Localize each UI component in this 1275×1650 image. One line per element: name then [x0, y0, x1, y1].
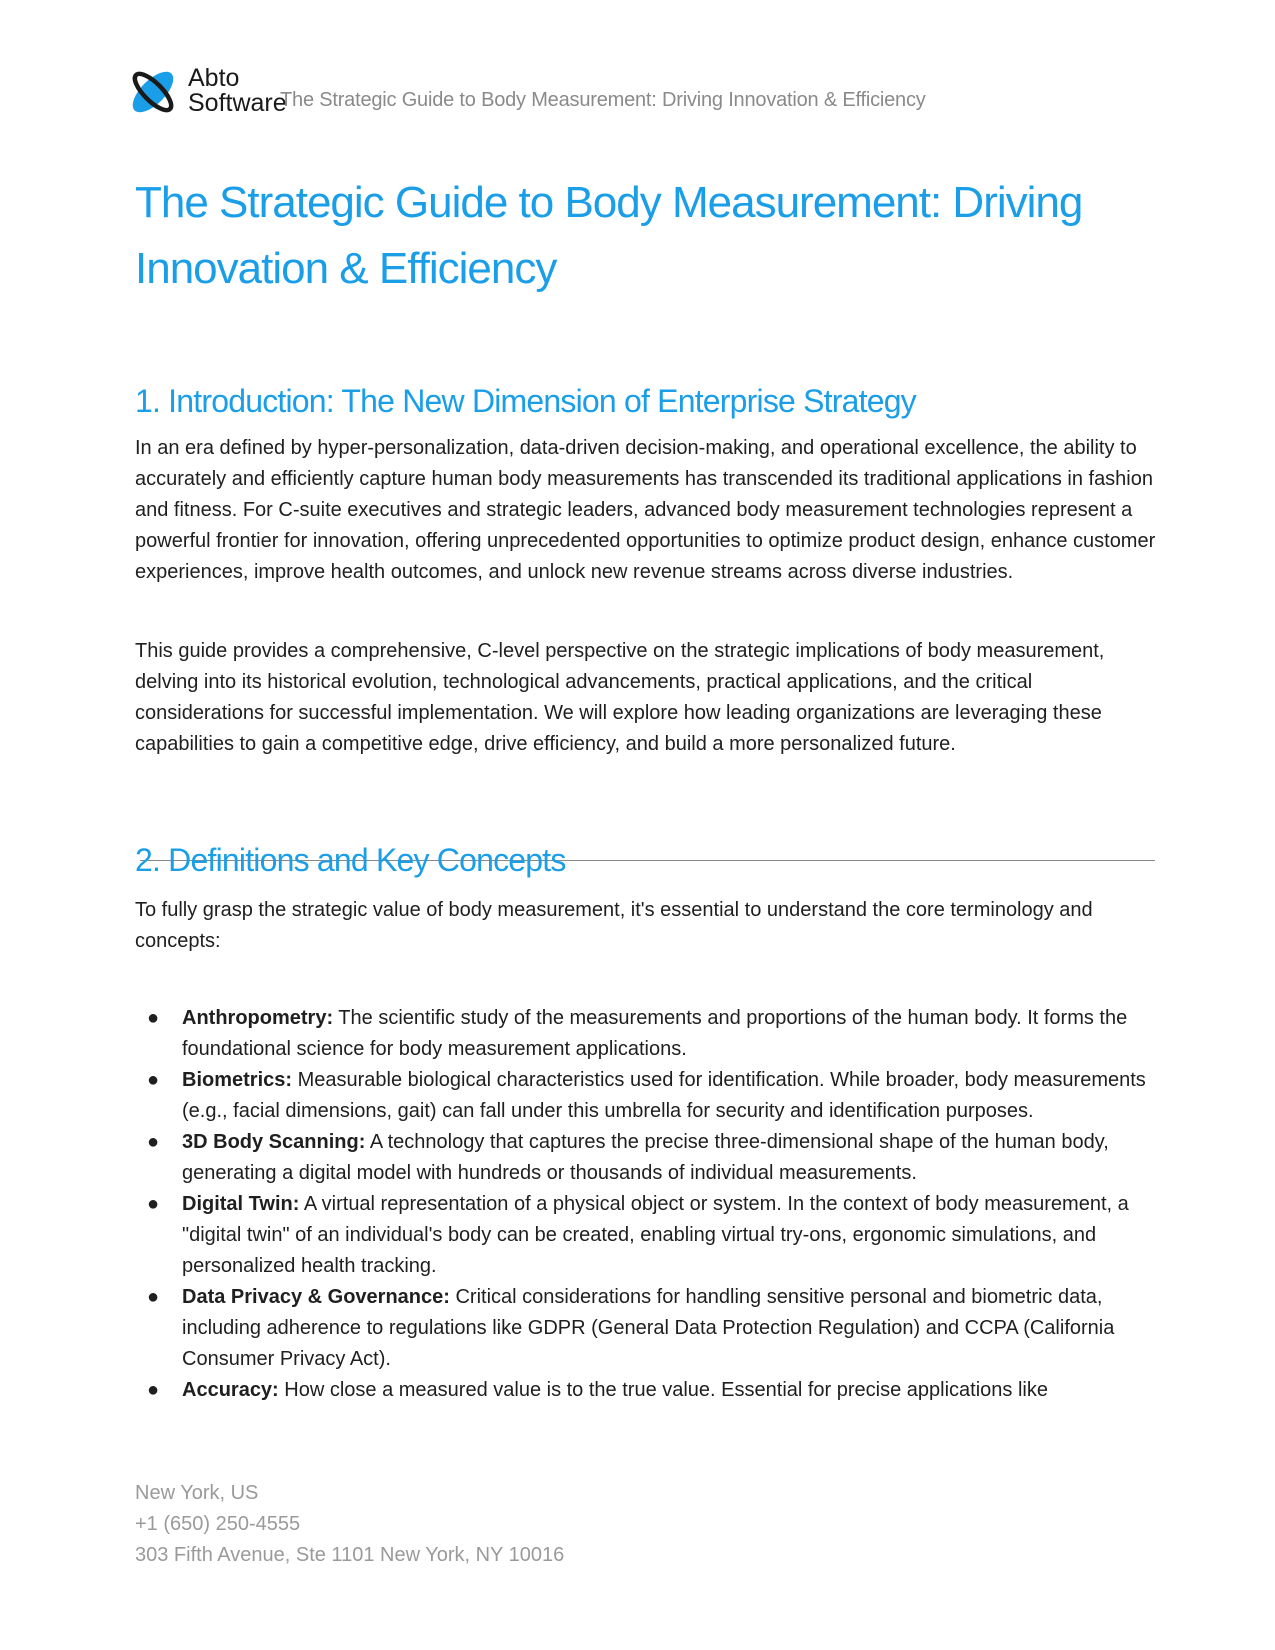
term-label: Data Privacy & Governance: — [182, 1286, 450, 1308]
logo-line-2: Software — [188, 89, 287, 117]
term-label: Digital Twin: — [182, 1193, 300, 1215]
list-item — [135, 1282, 1165, 1375]
term-label: Biometrics: — [182, 1069, 293, 1091]
term-label: Anthropometry: — [182, 1007, 334, 1029]
intro-paragraph-1: In an era defined by hyper-personalization, data-driven decision-making, and operational excellence, the ability to accurately and efficiently capture human body measurements has transcended its traditional applications in fashion and fitness. For C-suite executives and strategic leaders, advanced body measurement technologies represent a powerful frontier for innovation, offering unprecedented opportunities to optimize product design, enhance customer experiences, improve health outcomes, and unlock new revenue streams across diverse industries. — [135, 437, 1156, 583]
logo-line-1: Abto — [188, 64, 240, 92]
section-heading-definitions: 2. Definitions and Key Concepts — [135, 842, 566, 878]
footer-address: 303 Fifth Avenue, Ste 1101 New York, NY 10016 — [135, 1544, 565, 1566]
abto-logo-icon — [125, 64, 181, 120]
term-definition: A technology that captures the precise three-dimensional shape of the human body, generating a digital model with hundreds or thousands of individual measurements. — [182, 1131, 1109, 1184]
list-item — [135, 1375, 1165, 1406]
list-item — [135, 1003, 1165, 1065]
bullet: ● — [147, 1069, 160, 1091]
list-item — [135, 1065, 1165, 1127]
section-heading-introduction: 1. Introduction: The New Dimension of Enterprise Strategy — [135, 383, 916, 419]
company-logo-text — [188, 66, 287, 116]
term-label: Accuracy: — [182, 1379, 279, 1401]
footer-phone: +1 (650) 250-4555 — [135, 1513, 301, 1535]
term-definition: The scientific study of the measurements and proportions of the human body. It forms the foundational science for body measurement applications. — [182, 1007, 1128, 1060]
footer-city: New York, US — [135, 1482, 259, 1504]
term-label: 3D Body Scanning: — [182, 1131, 366, 1153]
bullet: ● — [147, 1007, 160, 1029]
bullet: ● — [147, 1286, 160, 1308]
document-title: The Strategic Guide to Body Measurement: Driving Innovation & Efficiency — [135, 178, 1083, 293]
list-item — [135, 1189, 1165, 1282]
term-definition: A virtual representation of a physical object or system. In the context of body measurement, a "digital twin" of an individual's body can be created, enabling virtual try-ons, ergonomic simulations, and personalized health tracking. — [182, 1193, 1129, 1277]
running-header-title: The Strategic Guide to Body Measurement: Driving Innovation & Efficiency — [280, 89, 926, 111]
list-item — [135, 1127, 1165, 1189]
intro-paragraph-2: This guide provides a comprehensive, C-level perspective on the strategic implications of body measurement, delving into its historical evolution, technological advancements, practical applications, and the critical considerations for successful implementation. We will explore how leading organizations are leveraging these capabilities to gain a competitive edge, drive efficiency, and build a more personalized future. — [135, 640, 1105, 755]
definitions-list — [135, 1003, 1165, 1406]
term-definition: How close a measured value is to the true value. Essential for precise applications like — [278, 1379, 1048, 1401]
definitions-intro: To fully grasp the strategic value of body measurement, it's essential to understand the core terminology and concepts: — [135, 899, 1093, 952]
bullet: ● — [147, 1379, 160, 1401]
term-definition: Critical considerations for handling sensitive personal and biometric data, including adherence to regulations like GDPR (General Data Protection Regulation) and CCPA (California Consumer Privacy Act). — [182, 1286, 1115, 1370]
page-header — [125, 62, 1145, 122]
page-footer — [135, 1478, 564, 1571]
bullet: ● — [147, 1193, 160, 1215]
bullet: ● — [147, 1131, 160, 1153]
term-definition: Measurable biological characteristics used for identification. While broader, body measurements (e.g., facial dimensions, gait) can fall under this umbrella for security and identification purposes. — [182, 1069, 1146, 1122]
